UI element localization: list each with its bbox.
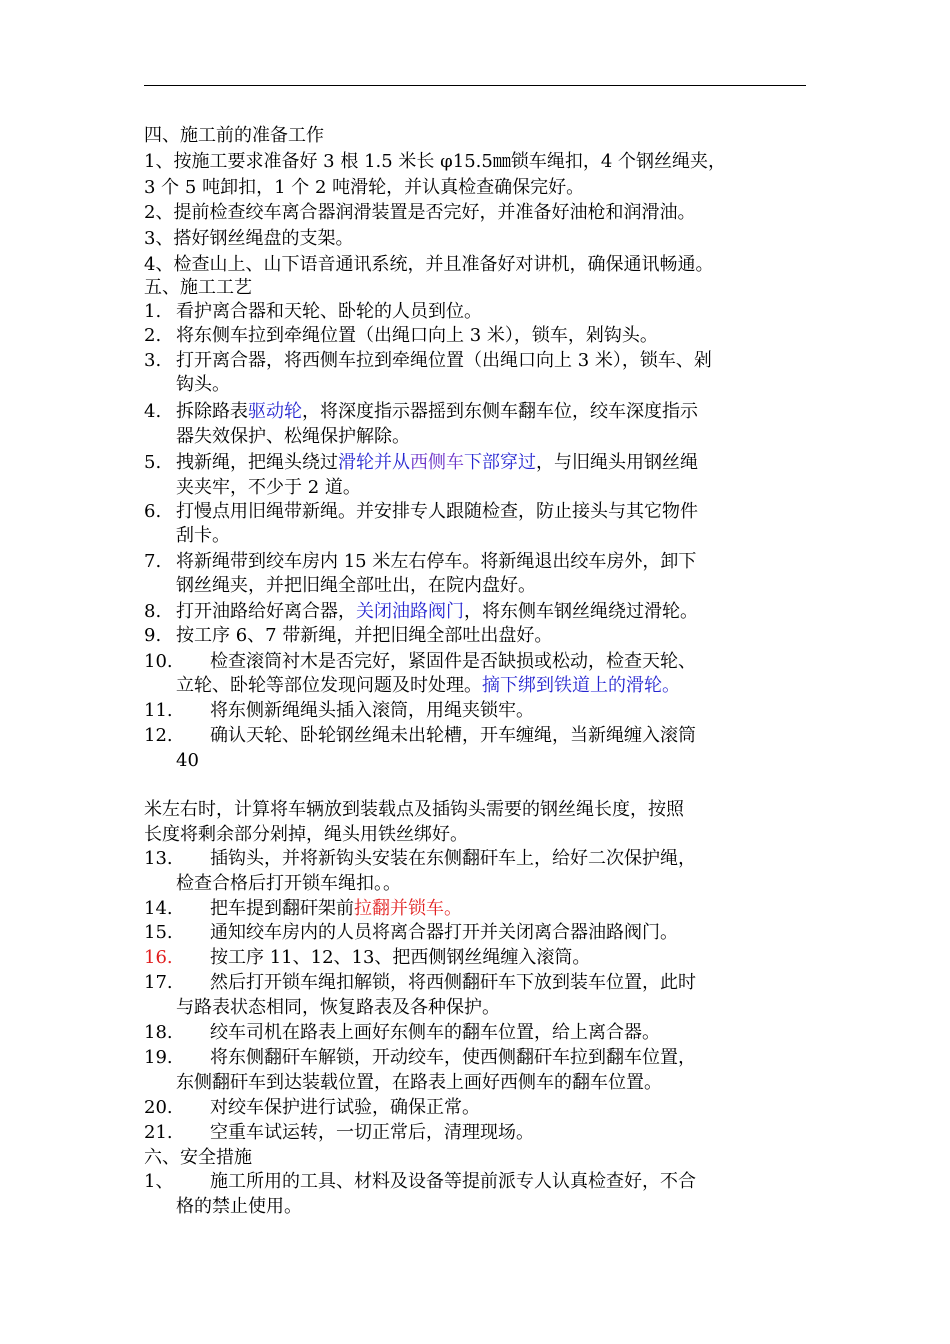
step-5-highlight-pulley: 滑轮并从 <box>338 452 410 473</box>
sec4-item-1-line2: 3 个 5 吨卸扣，1 个 2 吨滑轮，并认真检查确保完好。 <box>144 177 585 198</box>
step-6-line2: 刮卡。 <box>176 525 230 546</box>
step-4-text-c: ，将深度指示器摇到东侧车翻车位，绞车深度指示 <box>302 401 698 422</box>
step-17-line2: 与路表状态相同，恢复路表及各种保护。 <box>176 997 500 1018</box>
step-number: 9. <box>144 625 162 646</box>
step-19-line2: 东侧翻矸车到达装载位置，在路表上画好西侧车的翻车位置。 <box>176 1072 662 1093</box>
step-8-text-a: 打开油路给好离合器， <box>176 601 356 622</box>
step-number: 10. <box>144 651 173 672</box>
step-5-highlight-west-car: 西侧车 <box>410 452 464 473</box>
step-14-highlight-dump-lock: 拉翻并锁车。 <box>354 898 462 919</box>
step-8-line1 <box>176 600 698 624</box>
step-number: 18. <box>144 1022 173 1043</box>
step-number: 20. <box>144 1097 173 1118</box>
step-number: 1、 <box>144 1171 174 1192</box>
step-18-text: 绞车司机在路表上画好东侧车的翻车位置，给上离合器。 <box>210 1022 660 1043</box>
sec4-item-4: 4、检查山上、山下语音通讯系统，并且准备好对讲机，确保通讯畅通。 <box>144 254 714 275</box>
step-number: 12. <box>144 725 173 746</box>
step-15-text: 通知绞车房内的人员将离合器打开并关闭离合器油路阀门。 <box>210 922 678 943</box>
step-4-highlight-drive-wheel: 驱动轮 <box>248 401 302 422</box>
step-4-line1 <box>176 400 698 424</box>
section-5-title: 五、施工工艺 <box>144 277 252 298</box>
step-number: 5. <box>144 452 162 473</box>
step-6-line1: 打慢点用旧绳带新绳。并安排专人跟随检查，防止接头与其它物件 <box>176 501 698 522</box>
section-4-title: 四、施工前的准备工作 <box>144 125 324 146</box>
step-4-line2: 器失效保护、松绳保护解除。 <box>176 426 410 447</box>
step-12-line1: 确认天轮、卧轮钢丝绳未出轮槽，开车缠绳，当新绳缠入滚筒 <box>210 725 696 746</box>
step-17-line1: 然后打开锁车绳扣解锁，将西侧翻矸车下放到装车位置，此时 <box>210 972 696 993</box>
step-number-highlighted: 16. <box>144 947 173 968</box>
step-5-text-a: 拽新绳，把绳头绕过 <box>176 452 338 473</box>
step-13-line2: 检查合格后打开锁车绳扣。。 <box>176 873 401 894</box>
step-number: 11. <box>144 700 173 721</box>
step-number: 6. <box>144 501 162 522</box>
step-10-line2 <box>176 674 680 698</box>
step-5-text-e: ，与旧绳头用钢丝绳 <box>536 452 698 473</box>
step-number: 17. <box>144 972 173 993</box>
step-4-text-a: 拆除路表 <box>176 401 248 422</box>
step-20-text: 对绞车保护进行试验，确保正常。 <box>210 1097 480 1118</box>
step-5-highlight-pass-under: 下部穿过 <box>464 452 536 473</box>
step-8-highlight-close-valve: 关闭油路阀门 <box>356 601 464 622</box>
continuation-line2: 长度将剩余部分剁掉，绳头用铁丝绑好。 <box>144 824 468 845</box>
step-3-line1: 打开离合器，将西侧车拉到牵绳位置（出绳口向上 3 米），锁车、剁 <box>176 350 712 371</box>
step-number: 8. <box>144 601 162 622</box>
continuation-line1: 米左右时，计算将车辆放到装载点及插钩头需要的钢丝绳长度，按照 <box>144 799 684 820</box>
step-12-line2: 40 <box>176 750 199 771</box>
step-number: 3. <box>144 350 162 371</box>
step-2-text: 将东侧车拉到牵绳位置（出绳口向上 3 米），锁车，剁钩头。 <box>176 325 658 346</box>
step-number: 21. <box>144 1122 173 1143</box>
sec4-item-1-line1: 1、按施工要求准备好 3 根 1.5 米长 φ15.5㎜锁车绳扣，4 个钢丝绳夹， <box>144 151 726 172</box>
step-5-line2: 夹夹牢，不少于 2 道。 <box>176 477 361 498</box>
step-10-text-a: 立轮、卧轮等部位发现问题及时处理。 <box>176 675 482 696</box>
step-7-line2: 钢丝绳夹，并把旧绳全部吐出，在院内盘好。 <box>176 575 536 596</box>
step-13-line1: 插钩头，并将新钩头安装在东侧翻矸车上，给好二次保护绳， <box>210 848 696 869</box>
sec4-item-3: 3、搭好钢丝绳盘的支架。 <box>144 228 354 249</box>
step-number: 14. <box>144 898 173 919</box>
sec4-item-2: 2、提前检查绞车离合器润滑装置是否完好，并准备好油枪和润滑油。 <box>144 202 696 223</box>
step-number: 19. <box>144 1047 173 1068</box>
step-number: 7. <box>144 551 162 572</box>
step-number: 2. <box>144 325 162 346</box>
step-number: 1. <box>144 301 162 322</box>
step-16-text: 按工序 11、12、13、把西侧钢丝绳缠入滚筒。 <box>210 947 591 968</box>
step-8-text-c: ，将东侧车钢丝绳绕过滑轮。 <box>464 601 698 622</box>
safety-1-line1: 施工所用的工具、材料及设备等提前派专人认真检查好，不合 <box>210 1171 696 1192</box>
step-number: 4. <box>144 401 162 422</box>
step-3-line2: 钩头。 <box>176 374 230 395</box>
step-1-text: 看护离合器和天轮、卧轮的人员到位。 <box>176 301 482 322</box>
step-19-line1: 将东侧翻矸车解锁，开动绞车，使西侧翻矸车拉到翻车位置， <box>210 1047 696 1068</box>
step-21-text: 空重车试运转，一切正常后，清理现场。 <box>210 1122 534 1143</box>
step-9-text: 按工序 6、7 带新绳，并把旧绳全部吐出盘好。 <box>176 625 553 646</box>
step-14-text <box>210 897 462 921</box>
step-7-line1: 将新绳带到绞车房内 15 米左右停车。将新绳退出绞车房外，卸下 <box>176 551 697 572</box>
safety-1-line2: 格的禁止使用。 <box>176 1196 302 1217</box>
step-number: 15. <box>144 922 173 943</box>
step-5-line1 <box>176 451 698 475</box>
step-number: 13. <box>144 848 173 869</box>
step-14-text-a: 把车提到翻矸架前 <box>210 898 354 919</box>
header-rule <box>144 85 806 86</box>
step-11-text: 将东侧新绳绳头插入滚筒，用绳夹锁牢。 <box>210 700 534 721</box>
step-10-highlight-remove-pulley: 摘下绑到铁道上的滑轮。 <box>482 675 680 696</box>
section-6-title: 六、安全措施 <box>144 1147 252 1168</box>
step-10-line1: 检查滚筒衬木是否完好，紧固件是否缺损或松动，检查天轮、 <box>210 651 696 672</box>
